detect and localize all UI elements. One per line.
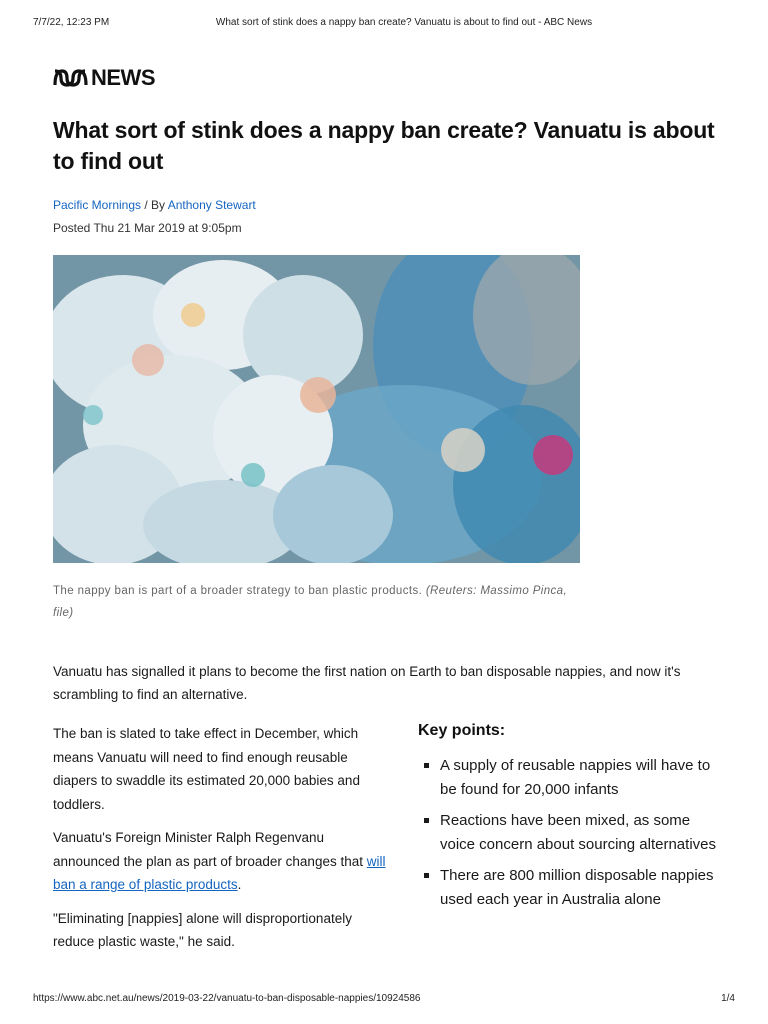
print-datetime: 7/7/22, 12:23 PM <box>33 17 110 28</box>
key-points-list <box>418 754 728 911</box>
logo-text: NEWS <box>91 65 155 90</box>
byline-separator: / By <box>141 198 168 212</box>
nappies-photo <box>53 255 580 563</box>
key-points-title: Key points: <box>418 722 506 739</box>
key-point-item <box>418 864 728 911</box>
abc-news-logo[interactable] <box>53 66 155 90</box>
print-url: https://www.abc.net.au/news/2019-03-22/vanuatu-to-ban-disposable-nappies/10924586 <box>33 993 421 1004</box>
body-paragraph-3: "Eliminating [nappies] alone will disproportionately reduce plastic waste," he said. <box>53 910 352 949</box>
abc-logo-icon <box>53 68 89 88</box>
print-footer <box>33 993 735 1007</box>
print-header <box>33 17 735 33</box>
page-number: 1/4 <box>721 993 735 1004</box>
lead-paragraph: Vanuatu has signalled it plans to become the first nation on Earth to ban disposable nappies, and now it's scrambling to find an alternative. <box>53 664 681 702</box>
byline <box>53 198 256 212</box>
image-caption <box>53 580 573 624</box>
key-point-text: A supply of reusable nappies will have to be found for 20,000 infants <box>440 757 711 798</box>
program-link[interactable]: Pacific Mornings <box>53 198 142 212</box>
key-point-item <box>418 754 728 801</box>
caption-text: The nappy ban is part of a broader strategy to ban plastic products. <box>53 585 423 597</box>
bullet-icon <box>424 873 429 878</box>
article-headline: What sort of stink does a nappy ban create? Vanuatu is about to find out <box>53 117 715 174</box>
body-paragraph-1: The ban is slated to take effect in December, which means Vanuatu will need to find enough reusable diapers to swaddle its estimated 20,000 babies and toddlers. <box>53 726 360 812</box>
article-image <box>53 255 580 563</box>
key-point-text: There are 800 million disposable nappies used each year in Australia alone <box>440 867 714 908</box>
para2-end: . <box>237 877 242 892</box>
caption-credit: (Reuters: Massimo Pinca, file) <box>53 585 568 619</box>
bullet-icon <box>424 763 429 768</box>
body-paragraph-2 <box>53 826 393 897</box>
article-body <box>53 722 393 964</box>
print-page-title: What sort of stink does a nappy ban create? Vanuatu is about to find out - ABC News <box>215 17 593 28</box>
bullet-icon <box>424 818 429 823</box>
key-point-item <box>418 809 728 856</box>
key-points-box <box>418 722 728 919</box>
key-point-text: Reactions have been mixed, as some voice concern about sourcing alternatives <box>440 812 716 853</box>
para2-text: Vanuatu's Foreign Minister Ralph Regenvanu announced the plan as part of broader changes that <box>53 830 367 869</box>
posted-date: Posted Thu 21 Mar 2019 at 9:05pm <box>53 221 242 235</box>
plastic-products-link[interactable]: will ban a range of plastic products <box>53 853 386 892</box>
author-link[interactable]: Anthony Stewart <box>167 198 256 212</box>
